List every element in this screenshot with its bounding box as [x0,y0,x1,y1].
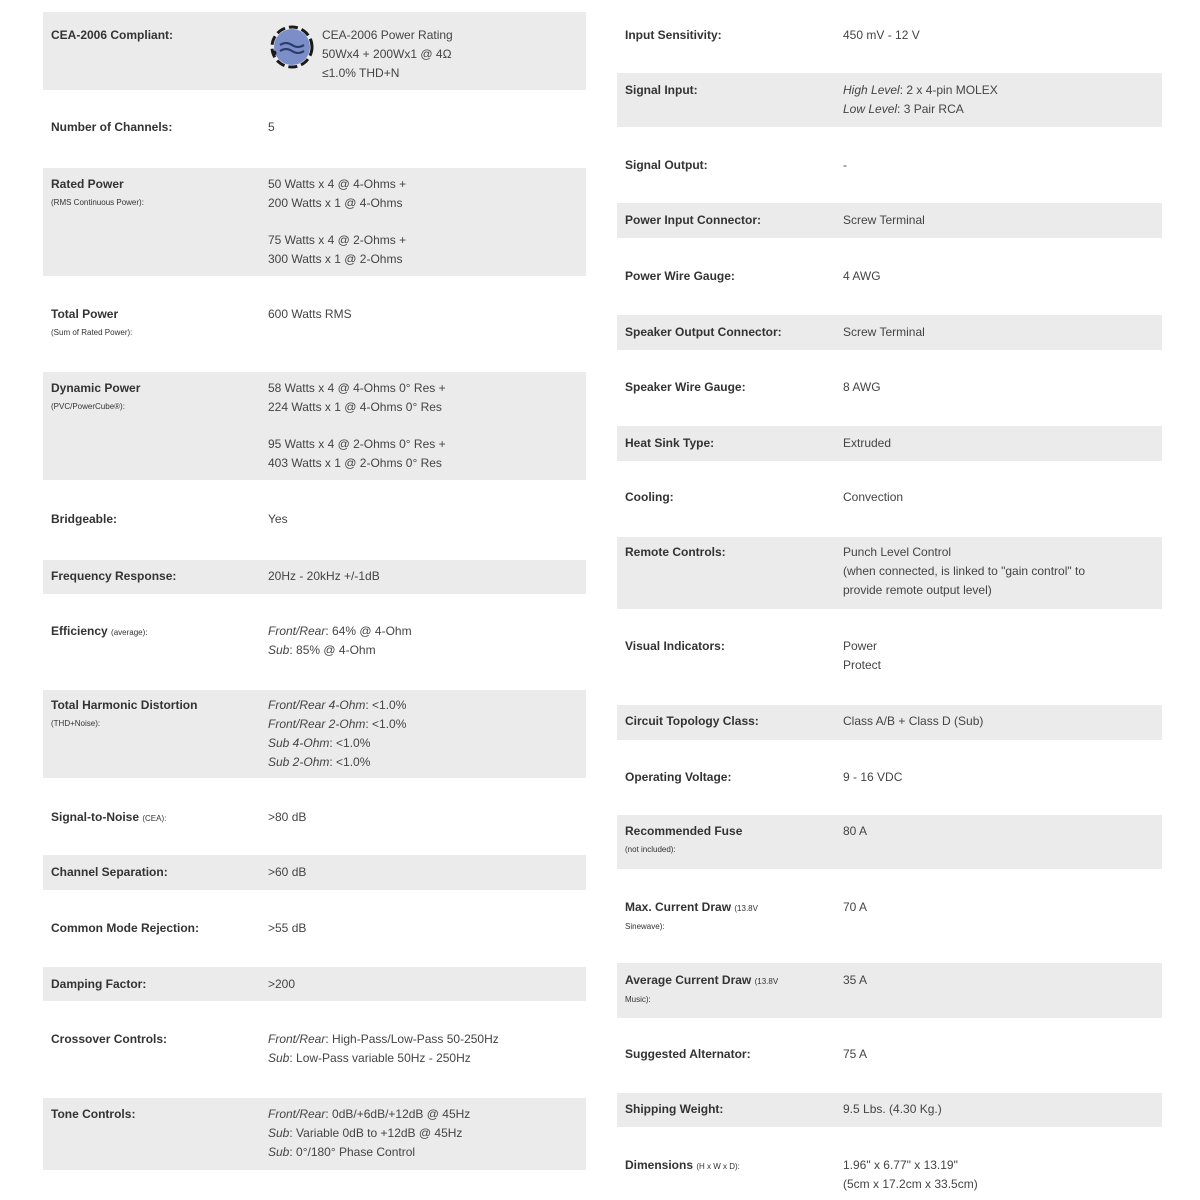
spec-row-bridgeable [43,495,586,547]
spec-value: Front/Rear: 64% @ 4-Ohm Sub: 85% @ 4-Ohm [268,624,412,657]
spec-label: Speaker Wire Gauge: [625,380,746,394]
spec-label: Dynamic Power (PVC/PowerCube®): [51,381,141,411]
spec-row-dynamic-power [43,372,586,480]
spec-row-power-input-connector [617,203,1162,238]
spec-row-remote-controls [617,537,1162,609]
spec-label: Number of Channels: [51,120,173,134]
spec-value: 20Hz - 20kHz +/-1dB [268,569,380,583]
spec-row-damping-factor [43,967,586,1001]
spec-row-frequency-response [43,560,586,594]
spec-value: Screw Terminal [843,325,925,339]
spec-label: Tone Controls: [51,1107,136,1121]
spec-row-channels [43,100,586,156]
spec-value: 35 A [843,973,868,987]
spec-row-input-sensitivity [617,15,1162,63]
spec-row-dimensions [617,1140,1162,1200]
spec-row-suggested-alternator [617,1030,1162,1086]
spec-label: Crossover Controls: [51,1032,168,1046]
spec-row-shipping-weight [617,1093,1162,1127]
spec-label: Common Mode Rejection: [51,921,200,935]
spec-value: Front/Rear: High-Pass/Low-Pass 50-250Hz Sub: Low-Pass variable 50Hz - 250Hz [268,1032,499,1065]
spec-row-circuit-topology [617,705,1162,740]
spec-row-rated-power [43,168,586,276]
spec-value: >80 dB [268,810,307,824]
spec-value: 1.96" x 6.77" x 13.19" (5cm x 17.2cm x 33.5cm) [843,1158,978,1191]
spec-label: Damping Factor: [51,977,147,991]
spec-row-heat-sink-type [617,426,1162,461]
spec-value: Screw Terminal [843,213,925,227]
spec-label: Recommended Fuse (not included): [625,824,743,854]
spec-label: Total Power (Sum of Rated Power): [51,307,133,337]
spec-row-signal-input [617,73,1162,127]
spec-value: 9.5 Lbs. (4.30 Kg.) [843,1102,942,1116]
cea-2006-logo-icon [270,25,314,69]
spec-label: Signal Input: [625,83,698,97]
spec-label: Input Sensitivity: [625,28,722,42]
spec-value: 8 AWG [843,380,881,394]
spec-label: Channel Separation: [51,865,168,879]
spec-label: Bridgeable: [51,512,118,526]
spec-label: Signal Output: [625,158,708,172]
spec-row-recommended-fuse [617,815,1162,869]
spec-value: Front/Rear 4-Ohm: <1.0% Front/Rear 2-Ohm: <1.0% Sub 4-Ohm: <1.0% Sub 2-Ohm: <1.0% [268,698,407,769]
spec-row-average-current-draw [617,963,1162,1018]
spec-label: Power Wire Gauge: [625,269,735,283]
spec-value: High Level: 2 x 4-pin MOLEX Low Level: 3 Pair RCA [843,83,998,116]
spec-row-crossover-controls [43,1015,586,1083]
spec-value: 9 - 16 VDC [843,770,903,784]
spec-row-common-mode-rejection [43,900,586,956]
spec-value: - [843,158,847,172]
spec-label: Max. Current Draw (13.8V Sinewave): [625,900,758,931]
spec-value: CEA-2006 Power Rating 50Wx4 + 200Wx1 @ 4Ω ≤1.0% THD+N [322,28,453,80]
spec-label: CEA-2006 Compliant: [51,28,174,42]
spec-row-operating-voltage [617,750,1162,806]
spec-value: Yes [268,512,288,526]
spec-value: Front/Rear: 0dB/+6dB/+12dB @ 45Hz Sub: Variable 0dB to +12dB @ 45Hz Sub: 0°/180° Phase Control [268,1107,471,1159]
spec-value: 4 AWG [843,269,881,283]
spec-value: 75 A [843,1047,868,1061]
spec-value: Power Protect [843,639,882,672]
spec-value: >200 [268,977,296,991]
spec-label: Efficiency (average): [51,624,148,638]
spec-row-tone-controls [43,1098,586,1170]
spec-row-thd [43,690,586,778]
spec-value: 58 Watts x 4 @ 4-Ohms 0° Res + 224 Watts x 1 @ 4-Ohms 0° Res 95 Watts x 4 @ 2-Ohms 0° Res + 403 Watts x 1 @ 2-Ohms 0° Res [268,381,446,470]
spec-label: Average Current Draw (13.8V Music): [625,973,779,1004]
spec-value: 70 A [843,900,868,914]
spec-label: Dimensions (H x W x D): [625,1158,740,1172]
spec-label: Remote Controls: [625,545,726,559]
spec-row-efficiency [43,605,586,671]
spec-value: 450 mV - 12 V [843,28,920,42]
spec-label: Power Input Connector: [625,213,761,227]
spec-value: 50 Watts x 4 @ 4-Ohms + 200 Watts x 1 @ 4-Ohms 75 Watts x 4 @ 2-Ohms + 300 Watts x 1 @ 2-Ohms [268,177,407,266]
spec-label: Shipping Weight: [625,1102,724,1116]
spec-row-visual-indicators [617,620,1162,695]
spec-value: Punch Level Control (when connected, is linked to "gain control" to provide remote output level) [843,545,1085,597]
spec-label: Heat Sink Type: [625,436,715,450]
spec-row-speaker-output-connector [617,315,1162,350]
spec-row-cea-compliant [43,12,586,90]
spec-row-cooling [617,475,1162,530]
spec-label: Total Harmonic Distortion (THD+Noise): [51,698,198,728]
spec-label: Visual Indicators: [625,639,725,653]
spec-label: Suggested Alternator: [625,1047,751,1061]
spec-value: Convection [843,490,904,504]
spec-label: Rated Power (RMS Continuous Power): [51,177,144,207]
spec-row-max-current-draw [617,880,1162,952]
spec-value: Extruded [843,436,892,450]
spec-row-total-power [43,290,586,356]
spec-label: Operating Voltage: [625,770,732,784]
spec-row-signal-output [617,140,1162,192]
spec-row-channel-separation [43,855,586,890]
spec-value: 80 A [843,824,868,838]
spec-row-speaker-wire-gauge [617,360,1162,416]
spec-value: Class A/B + Class D (Sub) [843,714,984,728]
spec-value: >60 dB [268,865,307,879]
spec-label: Circuit Topology Class: [625,714,759,728]
spec-label: Frequency Response: [51,569,177,583]
spec-value: 600 Watts RMS [268,307,352,321]
spec-row-power-wire-gauge [617,250,1162,306]
spec-label: Speaker Output Connector: [625,325,782,339]
spec-value: 5 [268,120,275,134]
spec-label: Cooling: [625,490,674,504]
spec-value: >55 dB [268,921,307,935]
spec-row-signal-to-noise [43,795,586,845]
spec-label: Signal-to-Noise (CEA): [51,810,167,824]
